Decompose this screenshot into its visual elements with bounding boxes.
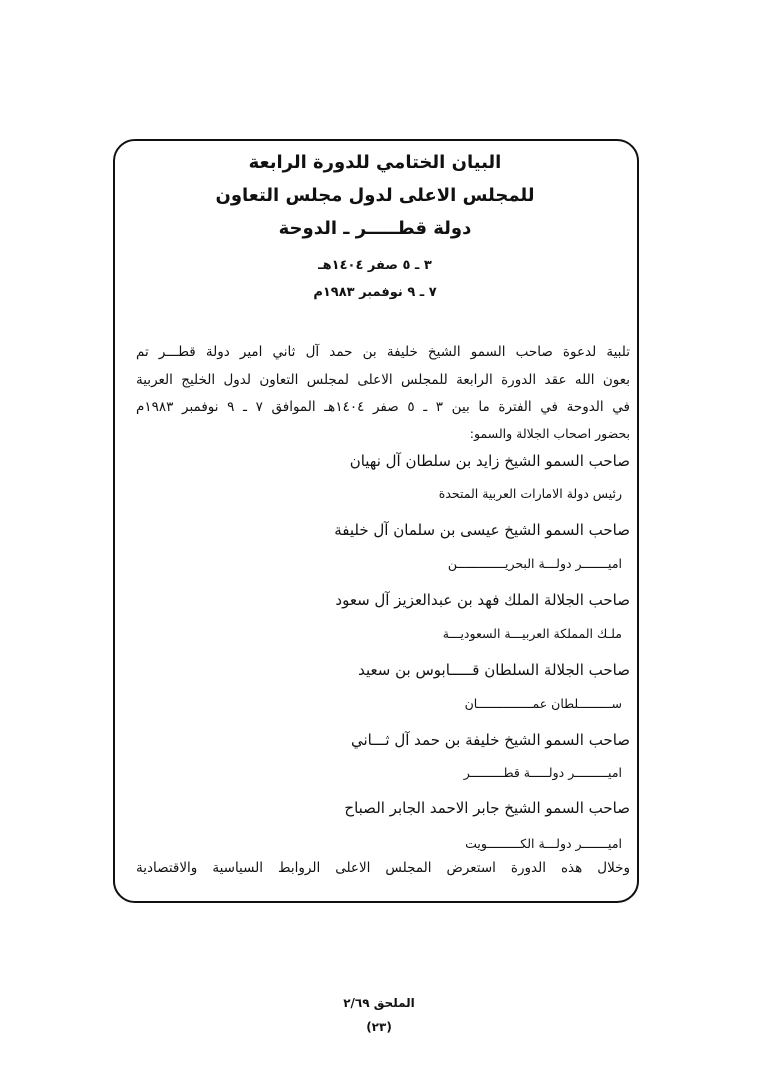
attendee-title: رئيس دولة الامارات العربية المتحدة xyxy=(438,486,622,501)
page-number: (٢٣) xyxy=(366,1020,392,1034)
attendee-title: اميـــــــر دولـــة البحريـــــــــــــن xyxy=(447,556,622,571)
attendee-title: ملـك المملكة العربيـــة السعوديـــة xyxy=(442,626,622,641)
attendee-name: صاحب السمو الشيخ زايد بن سلطان آل نهيان xyxy=(349,452,630,470)
title-line-1: البيان الختامي للدورة الرابعة xyxy=(248,152,502,173)
intro-line: في الدوحة في الفترة ما بين ٣ ـ ٥ صفر ١٤٠٤هـ الموافق ٧ ـ ٩ نوفمبر ١٩٨٣م xyxy=(136,399,631,415)
attendee-name: صاحب الجلالة الملك فهد بن عبدالعزيز آل سعود xyxy=(335,591,630,609)
title-line-3: دولة قطـــــر ـ الدوحة xyxy=(278,218,472,239)
date-gregorian: ٧ ـ ٩ نوفمبر ١٩٨٣م xyxy=(313,285,437,300)
date-hijri: ٣ ـ ٥ صفر ١٤٠٤هـ xyxy=(318,258,432,273)
attendee-name: صاحب السمو الشيخ عيسى بن سلمان آل خليفة xyxy=(334,521,630,539)
attendee-title: اميـــــــر دولـــة الكـــــــــويت xyxy=(465,836,622,851)
title-line-2: للمجلس الاعلى لدول مجلس التعاون xyxy=(215,185,535,206)
closing-line: وخلال هذه الدورة استعرض المجلس الاعلى الروابط السياسية والاقتصادية xyxy=(136,860,630,876)
intro-line: تلبية لدعوة صاحب السمو الشيخ خليفة بن حمد آل ثاني امير دولة قطـــر تم xyxy=(136,344,630,360)
attendee-title: اميـــــــــر دولـــــة قطـــــــــر xyxy=(463,765,622,780)
attendee-title: ســـــــــلطان عمـــــــــــــــان xyxy=(464,696,622,711)
annex-label: الملحق ٢/٦٩ xyxy=(343,996,415,1010)
intro-line: بعون الله عقد الدورة الرابعة للمجلس الاعلى لمجلس التعاون لدول الخليج العربية xyxy=(136,372,630,388)
attendee-name: صاحب الجلالة السلطان قـــــابوس بن سعيد xyxy=(358,661,630,679)
attendee-name: صاحب السمو الشيخ جابر الاحمد الجابر الصباح xyxy=(344,799,630,817)
intro-line: بحضور اصحاب الجلالة والسمو: xyxy=(469,426,630,441)
attendee-name: صاحب السمو الشيخ خليفة بن حمد آل ثـــاني xyxy=(350,731,630,749)
